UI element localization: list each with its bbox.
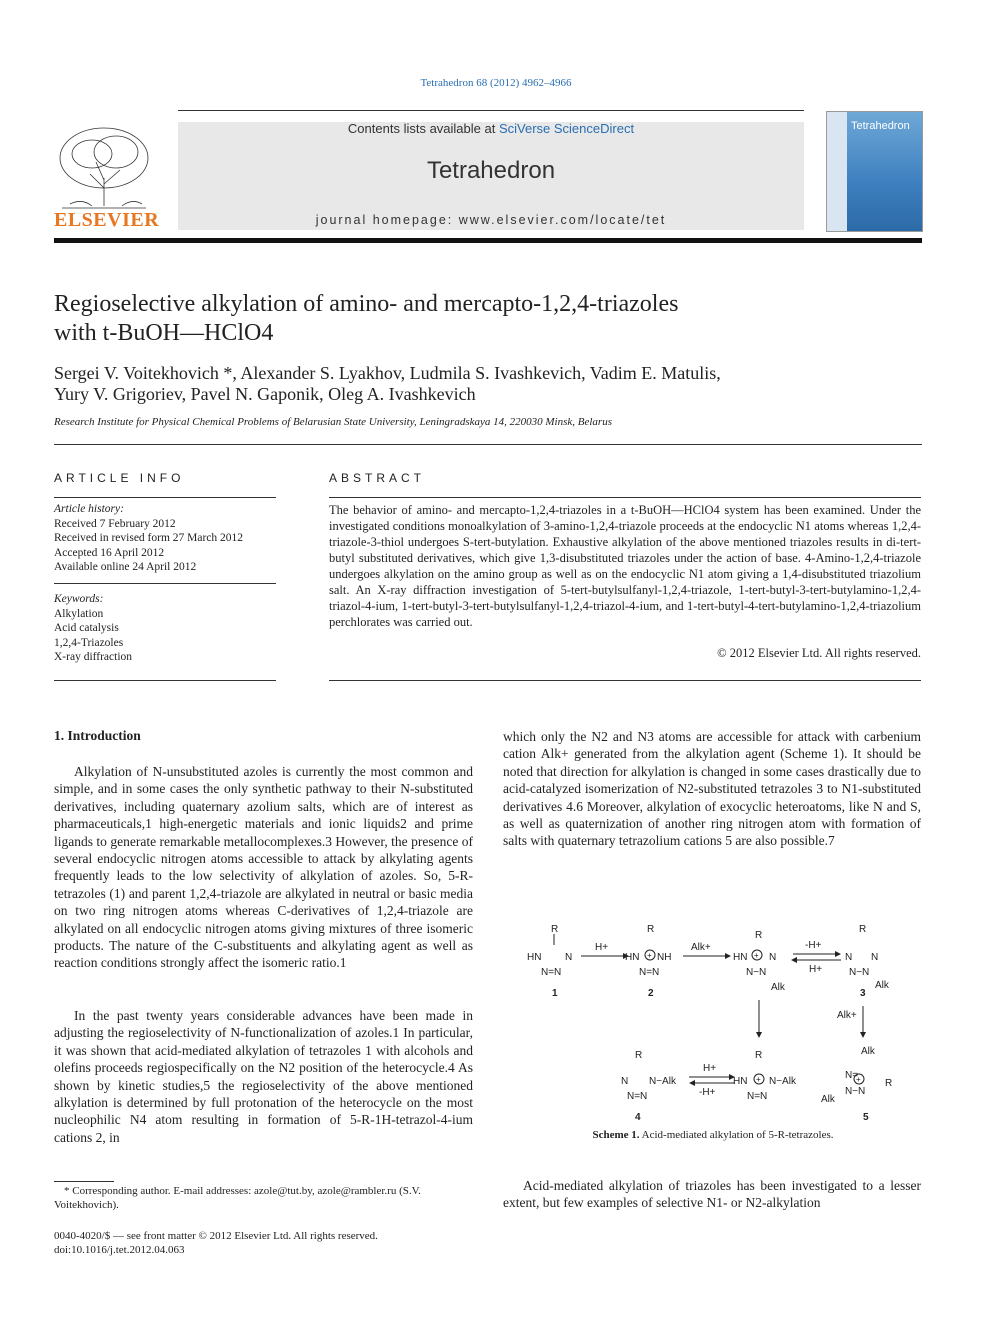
- reagent-label: Alk+: [691, 942, 711, 953]
- svg-text:+: +: [647, 951, 652, 960]
- svg-text:HN: HN: [733, 1076, 748, 1087]
- svg-text:R: R: [635, 1050, 643, 1061]
- svg-text:N−Alk: N−Alk: [769, 1076, 796, 1087]
- svg-text:R: R: [885, 1078, 893, 1089]
- footnote-rule: [54, 1181, 114, 1182]
- svg-text:Alk: Alk: [875, 980, 889, 991]
- reagent-label: H+: [595, 942, 609, 953]
- history-accepted: Accepted 16 April 2012: [54, 546, 165, 559]
- title-line-1: Regioselective alkylation of amino- and mercapto-1,2,4-triazoles: [54, 291, 679, 317]
- doi-line[interactable]: doi:10.1016/j.tet.2012.04.063: [54, 1244, 185, 1256]
- svg-text:R: R: [551, 924, 559, 935]
- keywords-label: Keywords:: [54, 593, 104, 605]
- svg-text:Alk: Alk: [821, 1094, 835, 1105]
- keyword-item: Alkylation: [54, 607, 104, 620]
- svg-text:N−Alk: N−Alk: [649, 1076, 676, 1087]
- reagent-label: H+: [703, 1063, 717, 1074]
- title-rule: [54, 444, 922, 445]
- history-revised: Received in revised form 27 March 2012: [54, 532, 244, 544]
- issn-line: 0040-4020/$ — see front matter © 2012 Elsevier Ltd. All rights reserved.: [54, 1230, 378, 1242]
- copyright: © 2012 Elsevier Ltd. All rights reserved.: [717, 646, 921, 660]
- cover-side-strip: [827, 112, 847, 231]
- svg-text:N=N: N=N: [747, 1091, 768, 1102]
- intro-paragraph-2: In the past twenty years considerable advances have been made in adjusting the regioselectivity of N-functionalization of azoles.1 In particular, it was shown that acid-mediated alkylation of tetrazoles 1 with alcohols and olefins proceeds regiospecifically on the N2 position of the heterocycle.4 As shown by kinetic studies,5 the regioselectivity of the above mentioned alkylation is determined by full protonation of the heterocycle on the most nucleophilic N4 atom resulting in formation of 5-R-1H-tetrazol-4-ium cations 2, in: [54, 1008, 473, 1145]
- abstract-rule-top: [329, 497, 921, 498]
- reagent-label: -H+: [805, 940, 822, 951]
- svg-text:N=N: N=N: [541, 967, 562, 978]
- keyword-item: 1,2,4-Triazoles: [54, 636, 124, 649]
- compound-label: 3: [860, 988, 866, 999]
- abstract-heading: ABSTRACT: [329, 471, 426, 485]
- svg-text:N−N: N−N: [849, 967, 870, 978]
- reagent-label: Alk+: [837, 1010, 857, 1021]
- svg-text:N−N: N−N: [845, 1086, 866, 1097]
- svg-text:Alk: Alk: [771, 982, 785, 993]
- abstract-rule-bottom: [329, 680, 921, 681]
- keywords: [54, 592, 276, 665]
- abstract-text: The behavior of amino- and mercapto-1,2,4-triazoles in a t-BuOH—HClO4 system has been examined. Under the investigated conditions monoalkylation of 3-amino-1,2,4-triazole proceeds at the endocyclic N1 atoms whereas 1,2,4-triazole-3-thiol undergoes S-tert-butylation. Exhaustive alkylation of the above mentioned triazoles results in di-tert-butyl substituted derivatives, which give 1,3-disubstituted triazoles under the action of base. 4-Amino-1,2,4-triazole undergoes alkylation on the amino group as well as on the endocyclic N1 atom giving a 1,4-disubstituted triazolium salt. An X-ray diffraction investigation of 5-tert-butylsulfanyl-1,2,4-triazole, 1-tert-butyl-3-tert-butylamino-1,2,4-triazol-4-ium, 1-tert-butyl-3-tert-butylsulfanyl-1,2,4-triazol-4-ium, and 1-tert-butyl-4-tert-butylamino-1,2,4-triazolium perchlorates was carried out.: [329, 503, 921, 629]
- compound-label: 5: [863, 1112, 869, 1123]
- keyword-item: Acid catalysis: [54, 622, 119, 634]
- compound-5: [821, 1046, 892, 1123]
- header-thick-rule: [54, 238, 922, 243]
- n1-cation: [733, 1050, 797, 1102]
- scheme-1-diagram: [505, 920, 921, 1130]
- svg-text:N=: N=: [845, 1070, 859, 1081]
- svg-text:HN: HN: [527, 952, 542, 963]
- header-rule: [178, 110, 804, 111]
- compound-3: [845, 924, 890, 999]
- svg-text:+: +: [754, 951, 759, 960]
- info-rule-mid: [54, 583, 276, 584]
- author-list: [54, 363, 934, 405]
- cover-title: Tetrahedron: [851, 120, 910, 132]
- compound-label: 2: [648, 988, 654, 999]
- svg-text:N: N: [621, 1076, 629, 1087]
- article-info-heading: ARTICLE INFO: [54, 471, 185, 485]
- journal-homepage[interactable]: journal homepage: www.elsevier.com/locate/tet: [315, 213, 667, 227]
- svg-text:+: +: [856, 1075, 861, 1084]
- intro-heading: 1. Introduction: [54, 728, 141, 743]
- svg-text:R: R: [859, 924, 867, 935]
- reagent-label: -H+: [699, 1087, 716, 1098]
- svg-text:N: N: [871, 952, 879, 963]
- compound-2: [625, 924, 671, 999]
- svg-text:R: R: [647, 924, 655, 935]
- reagent-label: H+: [809, 964, 823, 975]
- svg-text:HN: HN: [625, 952, 640, 963]
- contents-line: Contents lists available at SciVerse ScienceDirect: [347, 121, 635, 136]
- svg-text:NH: NH: [657, 952, 672, 963]
- svg-text:N−N: N−N: [746, 967, 767, 978]
- svg-text:N: N: [565, 952, 573, 963]
- history-received: Received 7 February 2012: [54, 517, 176, 530]
- intro-paragraph-1: Alkylation of N-unsubstituted azoles is currently the most common and simple, and in some cases the only synthetic pathway to their N-substituted derivatives, including quaternary azolium salts, which are of interest as pharmaceuticals,1 high-energetic materials and ionic liquids2 and prime ligands to generate remarkable metallocomplexes.3 However, the presence of several endocyclic nitrogen atoms accessible to attack by alkylating agents frequently leads to the low selectivity of alkylation of azoles. So, 5-R-tetrazoles (1) and parent 1,2,4-triazole are alkylated in neutral or basic media on two ring nitrogen atoms whereas C-derivatives of 1,2,4-triazole are alkylated on all endocyclic nitrogen atoms giving mixtures of three isomeric products. The nature of the C-substituents and alkylating agent as well as reaction conditions strongly affect the isomeric ratio.1: [54, 764, 473, 971]
- intro-paragraph-3: which only the N2 and N3 atoms are accessible for attack with carbenium cation Alk+ generated from the alkylation agent (Scheme 1). It should be noted that direction for alkylation is changed in some cases drastically due to acid-catalyzed isomerization of N2-substituted tetrazoles 3 to N1-substituted derivatives 4.6 Moreover, alkylation of exocyclic heteroatoms, like N and S, as well as quaternization of another ring nitrogen atom with formation of salts with quaternary tetrazolium cations 5 are also possible.7: [503, 729, 921, 849]
- authors-line-2: Yury V. Grigoriev, Pavel N. Gaponik, Oleg A. Ivashkevich: [54, 384, 476, 404]
- svg-text:N=N: N=N: [639, 967, 660, 978]
- svg-text:R: R: [755, 930, 763, 941]
- svg-text:+: +: [756, 1075, 761, 1084]
- article-history: [54, 502, 276, 575]
- intro-paragraph-4: Acid-mediated alkylation of triazoles has been investigated to a lesser extent, but few examples of selective N1- or N2-alkylation: [503, 1178, 921, 1211]
- intermediate-cation: [733, 930, 786, 993]
- info-rule-bottom: [54, 680, 276, 681]
- history-label: Article history:: [54, 503, 124, 515]
- history-online: Available online 24 April 2012: [54, 561, 197, 573]
- journal-name: Tetrahedron: [426, 157, 556, 184]
- scheme-caption-text: Acid-mediated alkylation of 5-R-tetrazoles.: [639, 1129, 834, 1141]
- elsevier-wordmark: ELSEVIER: [54, 209, 160, 231]
- journal-cover-image: [826, 111, 923, 232]
- scheme-caption-label: Scheme 1.: [592, 1129, 640, 1141]
- svg-text:N: N: [845, 952, 853, 963]
- authors-line-1: Sergei V. Voitekhovich *, Alexander S. Lyakhov, Ludmila S. Ivashkevich, Vadim E. Matulis,: [54, 363, 721, 383]
- compound-4: [621, 1050, 677, 1123]
- corresponding-author-note: * Corresponding author. E-mail addresses: azole@tut.by, azole@rambler.ru (S.V. Voitekhovich).: [54, 1185, 421, 1211]
- compound-label: 4: [635, 1112, 641, 1123]
- svg-text:R: R: [755, 1050, 763, 1061]
- keyword-item: X-ray diffraction: [54, 651, 133, 663]
- scheme-caption: [505, 1129, 921, 1141]
- compound-label: 1: [552, 988, 558, 999]
- title-line-2: with t-BuOH—HClO4: [54, 320, 274, 346]
- svg-text:N: N: [769, 952, 777, 963]
- svg-text:HN: HN: [733, 952, 748, 963]
- affiliation: Research Institute for Physical Chemical Problems of Belarusian State University, Leningradskaya 14, 220030 Minsk, Belarus: [54, 416, 612, 428]
- svg-text:Alk: Alk: [861, 1046, 875, 1057]
- svg-text:N=N: N=N: [627, 1091, 648, 1102]
- info-rule-top: [54, 497, 276, 498]
- journal-citation[interactable]: Tetrahedron 68 (2012) 4962–4966: [420, 77, 572, 89]
- compound-1: [527, 924, 572, 999]
- sciencedirect-link[interactable]: SciVerse ScienceDirect: [498, 121, 635, 136]
- article-title: [54, 290, 934, 348]
